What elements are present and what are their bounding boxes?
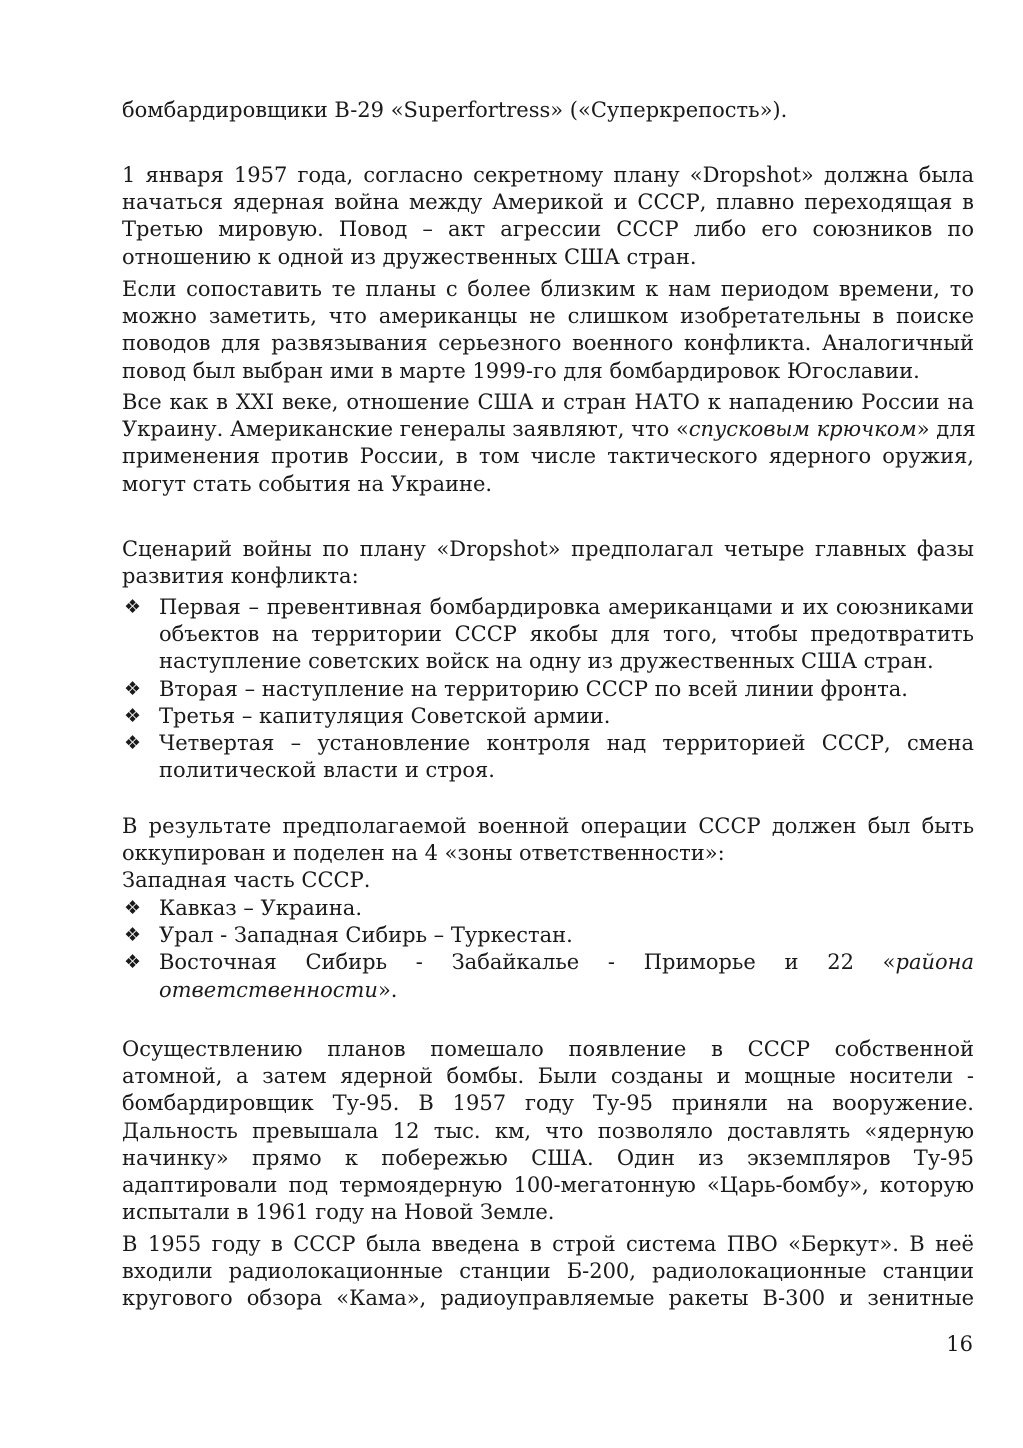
text-fragment: » для: [916, 417, 976, 442]
text-line: [159, 949, 974, 976]
text-line: Западная часть СССР.: [122, 868, 371, 893]
four-diamond-bullet-icon: ❖: [124, 924, 142, 947]
text-line: Вторая – наступление на территорию СССР по всей линии фронта.: [159, 676, 908, 701]
text-line: Сценарий войны по плану «Dropshot» предполагал четыре главных фазы: [122, 537, 974, 561]
text-line: политической власти и строя.: [159, 758, 495, 783]
list-item: [122, 922, 974, 949]
text-line: Четвертая – установление контроля над территорией СССР, смена: [159, 730, 974, 755]
text-line: Дальность превышала 12 тыс. км, что позволяло доставлять «ядерную: [122, 1118, 974, 1143]
text-line: могут стать события на Украине.: [122, 471, 493, 496]
list-item: [122, 676, 974, 703]
text-line: [159, 977, 974, 1004]
text-line: атомной, а затем ядерной бомбы. Были созданы и мощные носители -: [122, 1064, 974, 1089]
paragraph-dropshot-date: [122, 162, 974, 271]
four-diamond-bullet-icon: ❖: [124, 677, 142, 700]
text-line: наступление советских войск на одну из дружественных США стран.: [159, 649, 934, 674]
paragraph-comparison: [122, 276, 974, 385]
text-line: развития конфликта:: [122, 564, 359, 589]
paragraph-tu95: [122, 1036, 974, 1226]
page-number: 16: [946, 1332, 973, 1356]
emphasis-text: района: [895, 950, 974, 975]
four-diamond-bullet-icon: ❖: [124, 731, 142, 754]
list-item: [122, 730, 974, 784]
text-line: В 1955 году в СССР была введена в строй система ПВО «Беркут». В неё: [122, 1232, 974, 1256]
text-line: отношению к одной из дружественных США стран.: [122, 244, 697, 269]
four-diamond-bullet-icon: ❖: [124, 951, 142, 974]
text-line: бомбардировщик Ту-95. В 1957 году Ту-95 приняли на вооружение.: [122, 1091, 974, 1116]
text-line: начинку» прямо к побережью США. Один из экземпляров Ту-95: [122, 1145, 974, 1170]
list-item: [122, 949, 974, 1003]
text-fragment: ».: [377, 977, 398, 1002]
text-line: Третью мировую. Повод – акт агрессии СССР либо его союзников по: [122, 217, 974, 242]
paragraph-intro: [122, 97, 974, 124]
four-diamond-bullet-icon: ❖: [124, 596, 142, 618]
list-item: [122, 703, 974, 730]
text-line: Третья – капитуляция Советской армии.: [159, 703, 611, 728]
text-fragment: Восточная Сибирь - Забайкалье - Приморье и 22 «: [159, 950, 896, 975]
text-line: Первая – превентивная бомбардировка американцами и их союзниками: [159, 595, 974, 619]
text-line: В результате предполагаемой военной операции СССР должен был быть: [122, 814, 974, 838]
text-line: испытали в 1961 году на Новой Земле.: [122, 1200, 555, 1225]
text-line: адаптировали под термоядерную 100-мегатонную «Царь-бомбу», которую: [122, 1172, 974, 1197]
text-line: Если сопоставить те планы с более близким к нам периодом времени, то: [122, 277, 974, 301]
text-line: Все как в XXI веке, отношение США и стран НАТО к нападению России на: [122, 390, 974, 414]
text-line: входили радиолокационные станции Б-200, радиолокационные станции: [122, 1259, 974, 1284]
text-line: 1 января 1957 года, согласно секретному плану «Dropshot» должна была: [122, 163, 974, 187]
text-line: Кавказ – Украина.: [159, 896, 362, 920]
four-diamond-bullet-icon: ❖: [124, 897, 142, 919]
paragraph-scenario: [122, 536, 974, 590]
paragraph-berkut: [122, 1231, 974, 1313]
text-line: начаться ядерная война между Америкой и СССР, плавно переходящая в: [122, 190, 974, 215]
text-line: повод был выбран ими в марте 1999-го для бомбардировок Югославии.: [122, 358, 920, 383]
emphasis-text: спусковым крючком: [688, 417, 917, 442]
text-line: поводов для развязывания серьезного военного конфликта. Аналогичный: [122, 331, 974, 356]
text-fragment: Украину. Американские генералы заявляют, что «: [122, 417, 689, 442]
four-diamond-bullet-icon: ❖: [124, 704, 142, 727]
text-line: Урал - Западная Сибирь – Туркестан.: [159, 923, 573, 948]
paragraph-xxi-century: [122, 389, 974, 498]
text-line: кругового обзора «Кама», радиоуправляемые ракеты В-300 и зенитные: [122, 1286, 974, 1311]
list-item: [122, 895, 974, 922]
text-line: [122, 416, 974, 443]
text-line: применения против России, в том числе тактического ядерного оружия,: [122, 444, 974, 469]
text-line: можно заметить, что американцы не слишком изобретательны в поиске: [122, 304, 974, 329]
zones-list: [122, 895, 974, 1004]
list-item: [122, 594, 974, 676]
emphasis-text: ответственности: [159, 977, 378, 1002]
text-line: бомбардировщики B-29 «Superfortress» («Суперкрепость»).: [122, 98, 788, 122]
paragraph-result: [122, 813, 974, 895]
text-line: объектов на территории СССР якобы для того, чтобы предотвратить: [159, 622, 974, 647]
text-line: Осуществлению планов помешало появление в СССР собственной: [122, 1037, 974, 1061]
phases-list: [122, 594, 974, 784]
text-line: оккупирован и поделен на 4 «зоны ответственности»:: [122, 841, 725, 866]
